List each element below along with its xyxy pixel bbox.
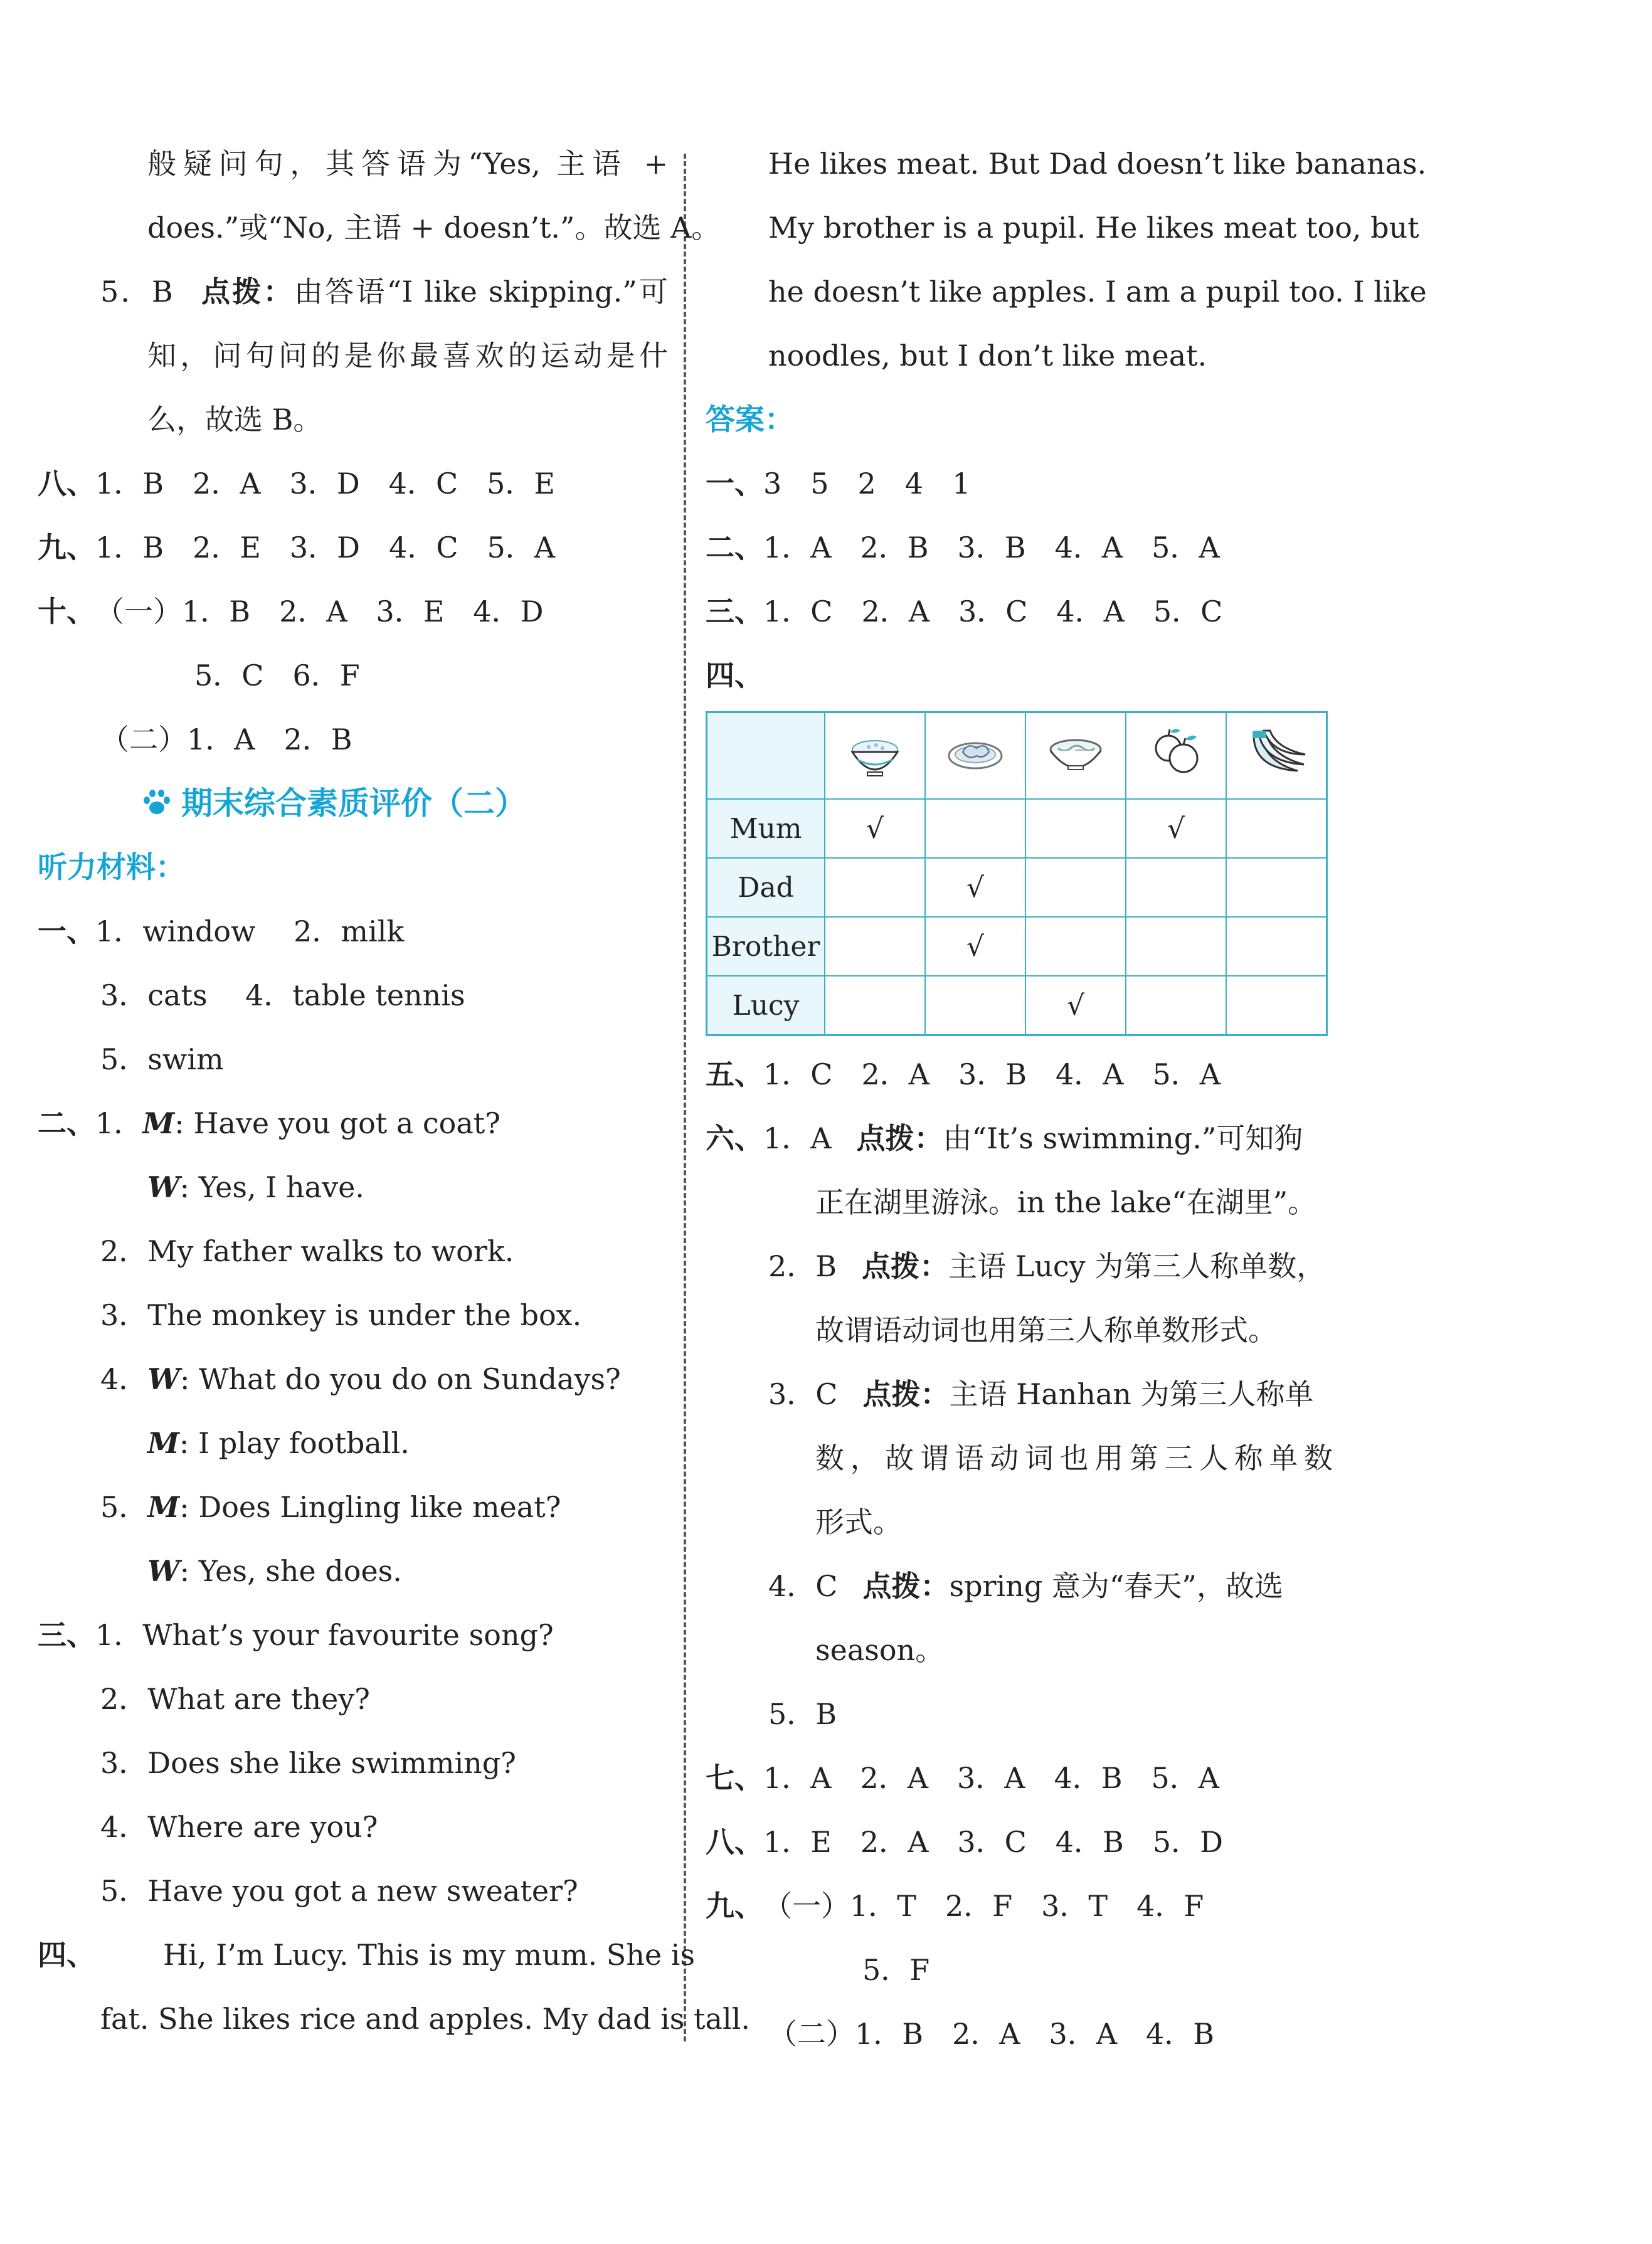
tip-label: 点拨：	[199, 275, 294, 309]
check-cell	[1226, 976, 1327, 1035]
tip-text: 正在湖里游泳。in the lake“在湖里”。	[815, 1185, 1317, 1219]
answer-item	[706, 1554, 1333, 1618]
check-cell	[1226, 858, 1327, 917]
dialogue-text: : Yes, she does.	[179, 1554, 402, 1588]
answer-section-1	[706, 452, 1333, 516]
dialogue-text: : What do you do on Sundays?	[179, 1362, 621, 1396]
speaker: M	[147, 1490, 180, 1524]
section-label: 九、	[38, 531, 95, 564]
listening-item: 1．window 2．milk	[95, 914, 405, 948]
text-line: 么，故选 B。	[147, 403, 322, 437]
tip-text: 形式。	[815, 1505, 902, 1539]
rice-bowl-icon	[844, 756, 906, 788]
item-number: 5．	[100, 1490, 148, 1524]
check-cell	[1126, 917, 1226, 976]
answer-item	[38, 260, 668, 324]
row-header: Dad	[707, 858, 825, 917]
section-9	[38, 516, 668, 580]
corner-cell	[707, 712, 825, 800]
check-cell: √	[825, 799, 925, 858]
question-text: 4．Where are you?	[100, 1810, 378, 1844]
dialogue-line	[38, 1155, 668, 1219]
answer-item	[706, 1234, 1333, 1298]
check-cell: √	[925, 858, 1025, 917]
dialogue-text: : Have you got a coat?	[174, 1106, 500, 1140]
answers: （二）1．A 2．B	[100, 722, 352, 756]
dialogue-line	[38, 1347, 668, 1411]
check-cell: √	[1126, 799, 1226, 858]
check-cell	[1126, 858, 1226, 917]
section-label: 一、	[706, 467, 763, 500]
section-label: 四、	[706, 659, 763, 692]
heading-label: 听力材料：	[38, 850, 185, 885]
meat-plate-icon	[944, 756, 1007, 788]
dialogue-line: 3．The monkey is under the box.	[100, 1298, 582, 1332]
passage-text: fat. She likes rice and apples. My dad is tall.	[100, 2002, 750, 2036]
dialogue-line	[38, 1411, 668, 1475]
answer-section-8	[706, 1810, 1333, 1874]
dialogue-text: : I play football.	[179, 1426, 410, 1460]
tip-text: 由“It’s swimming.”可知狗	[943, 1121, 1303, 1155]
item-number: 1．A	[763, 1121, 832, 1155]
tip-text: 数，故谓语动词也用第三人称单数	[815, 1441, 1333, 1475]
answer-section-6	[706, 1106, 1333, 1170]
passage-text: noodles, but I don’t like meat.	[768, 339, 1207, 373]
answers: 1．B 2．E 3．D 4．C 5．A	[95, 531, 556, 564]
heading-label: 答案：	[706, 403, 794, 437]
answers: （一）1．T 2．F 3．T 4．F	[763, 1889, 1204, 1923]
check-cell	[1025, 858, 1126, 917]
item-number: 2．B	[768, 1249, 837, 1283]
row-header: Lucy	[707, 976, 825, 1035]
table-row	[707, 917, 1327, 976]
section-10	[38, 580, 668, 643]
noodles-bowl-icon	[1044, 756, 1107, 788]
bananas-icon	[1245, 756, 1308, 788]
answer-section-5	[706, 1042, 1333, 1106]
section-4	[38, 1923, 695, 1987]
page-title: 期末综合素质评价（二）	[181, 785, 526, 822]
answers: （一）1．B 2．A 3．E 4．D	[95, 595, 544, 628]
section-label: 六、	[706, 1121, 763, 1155]
check-cell	[925, 976, 1025, 1035]
check-cell	[825, 858, 925, 917]
speaker: W	[147, 1170, 180, 1204]
table-row	[707, 976, 1327, 1035]
answers: 1．A 2．A 3．A 4．B 5．A	[763, 1761, 1220, 1795]
section-label: 二、	[38, 1106, 95, 1140]
tip-text: spring 意为“春天”，故选	[949, 1569, 1283, 1603]
question-text: 2．What are they?	[100, 1682, 370, 1716]
check-cell: √	[925, 917, 1025, 976]
header-cell	[1025, 712, 1126, 800]
question-text: 3．Does she like swimming?	[100, 1746, 516, 1780]
row-header: Brother	[707, 917, 825, 976]
answers: 1．C 2．A 3．B 4．A 5．A	[763, 1057, 1220, 1091]
table-row	[707, 858, 1327, 917]
dialogue-text: : Does Lingling like meat?	[179, 1490, 561, 1524]
header-cell	[825, 712, 925, 800]
section-label: 四、	[38, 1938, 95, 1972]
answers: （二）1．B 2．A 3．A 4．B	[768, 2017, 1215, 2051]
passage-text: He likes meat. But Dad doesn’t like bananas.	[768, 147, 1427, 181]
check-cell	[825, 917, 925, 976]
check-cell	[825, 976, 925, 1035]
item-number: 4．C	[768, 1569, 838, 1603]
item-number: 1．	[95, 1106, 143, 1140]
answer-heading	[706, 388, 1333, 452]
section-3	[38, 1603, 668, 1667]
speaker: M	[147, 1426, 179, 1460]
listening-heading	[38, 835, 668, 899]
header-cell	[925, 712, 1025, 800]
text-line: 知，问句问的是你最喜欢的运动是什	[147, 339, 668, 373]
listening-item: 3．cats 4．table tennis	[100, 978, 465, 1012]
item-number: 3．C	[768, 1377, 838, 1411]
dialogue-line	[38, 1539, 668, 1603]
dialogue-line: 2．My father walks to work.	[100, 1234, 514, 1268]
item-number: 5．B	[100, 275, 173, 309]
tip-label: 点拨：	[862, 1377, 950, 1411]
section-label: 二、	[706, 531, 763, 564]
listening-item: 5．swim	[100, 1042, 224, 1076]
row-header: Mum	[707, 799, 825, 858]
section-label: 八、	[706, 1825, 763, 1859]
header-cell	[1126, 712, 1226, 800]
food-preference-table	[706, 711, 1328, 1036]
section-label: 七、	[706, 1761, 763, 1795]
tip-text: 主语 Hanhan 为第三人称单	[949, 1377, 1314, 1411]
tip-label: 点拨：	[856, 1121, 943, 1155]
column-divider	[684, 154, 686, 2041]
passage-text: he doesn’t like apples. I am a pupil too. I like	[768, 275, 1427, 309]
section-label: 三、	[706, 595, 763, 628]
check-cell	[1025, 917, 1126, 976]
answers: 5．C 6．F	[194, 659, 360, 692]
section-2	[38, 1091, 668, 1155]
answer-section-4	[706, 643, 1333, 707]
section-label: 八、	[38, 467, 95, 500]
text-line: does.”或“No, 主语 + doesn’t.”。故选 A。	[147, 211, 721, 245]
check-cell	[1025, 799, 1126, 858]
answers: 1．B 2．A 3．D 4．C 5．E	[95, 467, 556, 500]
check-cell: √	[1025, 976, 1126, 1035]
food-preference-table-wrap	[706, 711, 1333, 1036]
dialogue-line	[38, 1475, 668, 1539]
table-header-row	[707, 712, 1327, 800]
answers: 5．F	[862, 1953, 930, 1987]
answer-item: 5．B	[768, 1697, 837, 1731]
question-text: 1．What’s your favourite song?	[95, 1618, 554, 1652]
answer-item	[706, 1362, 1333, 1426]
item-number: 4．	[100, 1362, 148, 1396]
check-cell	[1226, 917, 1327, 976]
check-cell	[1226, 799, 1327, 858]
section-title	[38, 771, 668, 835]
text-line: 般疑问句，其答语为“Yes, 主语 +	[147, 147, 668, 181]
answer-section-3	[706, 580, 1333, 643]
paw-icon	[141, 775, 172, 839]
speaker: W	[147, 1362, 180, 1396]
answers: 1．A 2．B 3．B 4．A 5．A	[763, 531, 1220, 564]
right-column	[706, 132, 1427, 2066]
speaker: M	[142, 1106, 175, 1140]
tip-text: 故谓语动词也用第三人称单数形式。	[815, 1313, 1277, 1347]
question-text: 5．Have you got a new sweater?	[100, 1874, 578, 1908]
section-label: 一、	[38, 914, 95, 948]
answers: 3 5 2 4 1	[763, 467, 971, 500]
passage-text: Hi, I’m Lucy. This is my mum. She is	[163, 1938, 695, 1972]
section-label: 九、	[706, 1889, 763, 1923]
section-label: 十、	[38, 595, 95, 628]
answer-section-9	[706, 1874, 1333, 1938]
check-cell	[1126, 976, 1226, 1035]
dialogue-text: : Yes, I have.	[179, 1170, 364, 1204]
answers: 1．E 2．A 3．C 4．B 5．D	[763, 1825, 1224, 1859]
section-1	[38, 899, 668, 963]
answers: 1．C 2．A 3．C 4．A 5．C	[763, 595, 1223, 628]
answer-section-7	[706, 1746, 1333, 1810]
header-cell	[1226, 712, 1327, 800]
passage-text: My brother is a pupil. He likes meat too, but	[768, 211, 1419, 245]
speaker: W	[147, 1554, 180, 1588]
tip-label: 点拨：	[862, 1249, 949, 1283]
tip-label: 点拨：	[862, 1569, 950, 1603]
table-row	[707, 799, 1327, 858]
section-label: 三、	[38, 1618, 95, 1652]
check-cell	[925, 799, 1025, 858]
section-8	[38, 452, 668, 516]
tip-text: season。	[815, 1633, 945, 1667]
tip-text: 由答语“I like skipping.”可	[294, 275, 668, 309]
tip-text: 主语 Lucy 为第三人称单数，	[948, 1249, 1326, 1283]
apples-icon	[1145, 756, 1207, 788]
answer-section-2	[706, 516, 1333, 580]
section-label: 五、	[706, 1057, 763, 1091]
